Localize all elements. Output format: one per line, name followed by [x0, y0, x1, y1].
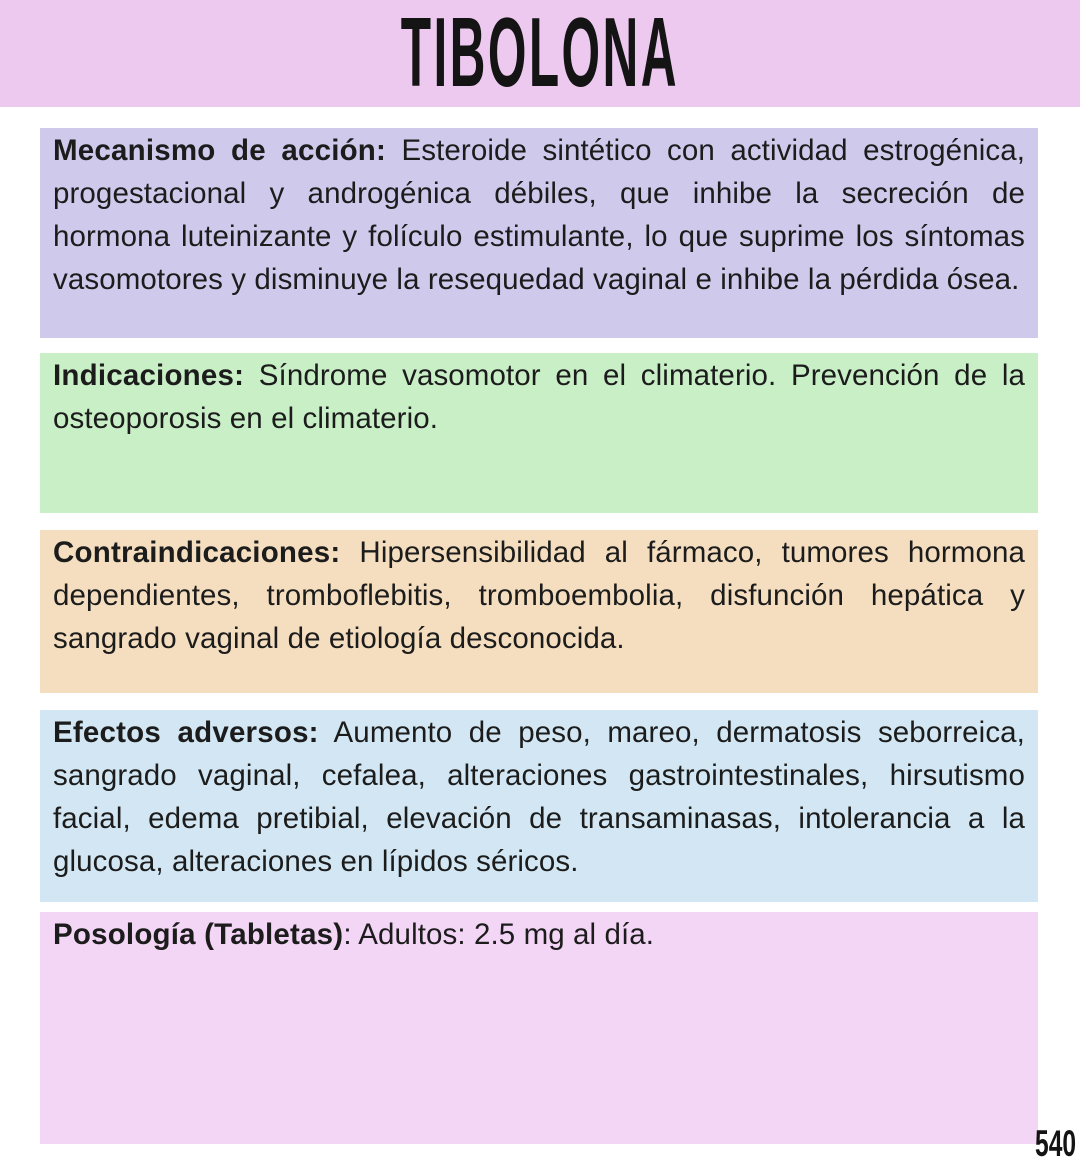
- section-text: Aumento de peso, mareo, dermatosis seborreica, sangrado vaginal, cefalea, alteraciones gastrointestinales, hirsutismo facial, edema pretibial, elevación de transaminasas, intolerancia a la glucosa, alteraciones en lípidos séricos.: [53, 716, 1025, 878]
- section-text: Síndrome vasomotor en el climaterio. Prevención de la osteoporosis en el climaterio.: [53, 359, 1025, 435]
- section-label: Mecanismo de acción:: [53, 134, 387, 167]
- content: [40, 128, 1038, 1144]
- section-text: : Adultos: 2.5 mg al día.: [343, 918, 655, 951]
- section-mecanismo-de-accion: [40, 128, 1038, 338]
- page-title: TIBOLONA: [400, 0, 680, 109]
- section-paragraph: [53, 354, 1025, 440]
- section-paragraph: [53, 913, 1025, 956]
- section-efectos-adversos: [40, 710, 1038, 902]
- section-text: Hipersensibilidad al fármaco, tumores hormona dependientes, tromboflebitis, tromboembolia, disfunción hepática y sangrado vaginal de etiología desconocida.: [53, 536, 1025, 655]
- section-contraindicaciones: [40, 530, 1038, 693]
- section-label: Indicaciones:: [53, 359, 245, 392]
- section-indicaciones: [40, 353, 1038, 513]
- section-posologia: [40, 912, 1038, 1144]
- section-paragraph: [53, 531, 1025, 660]
- section-text: Esteroide sintético con actividad estrogénica, progestacional y androgénica débiles, que inhibe la secreción de hormona luteinizante y folículo estimulante, lo que suprime los síntomas vasomotores y disminuye la resequedad vaginal e inhibe la pérdida ósea.: [53, 134, 1026, 296]
- section-paragraph: [53, 711, 1025, 883]
- section-label: Posología (Tabletas): [53, 918, 344, 951]
- section-label: Contraindicaciones:: [53, 536, 341, 569]
- section-label: Efectos adversos:: [53, 716, 319, 749]
- page-number: 540: [1034, 1123, 1076, 1164]
- section-paragraph: [53, 129, 1025, 301]
- page-header: [0, 0, 1080, 107]
